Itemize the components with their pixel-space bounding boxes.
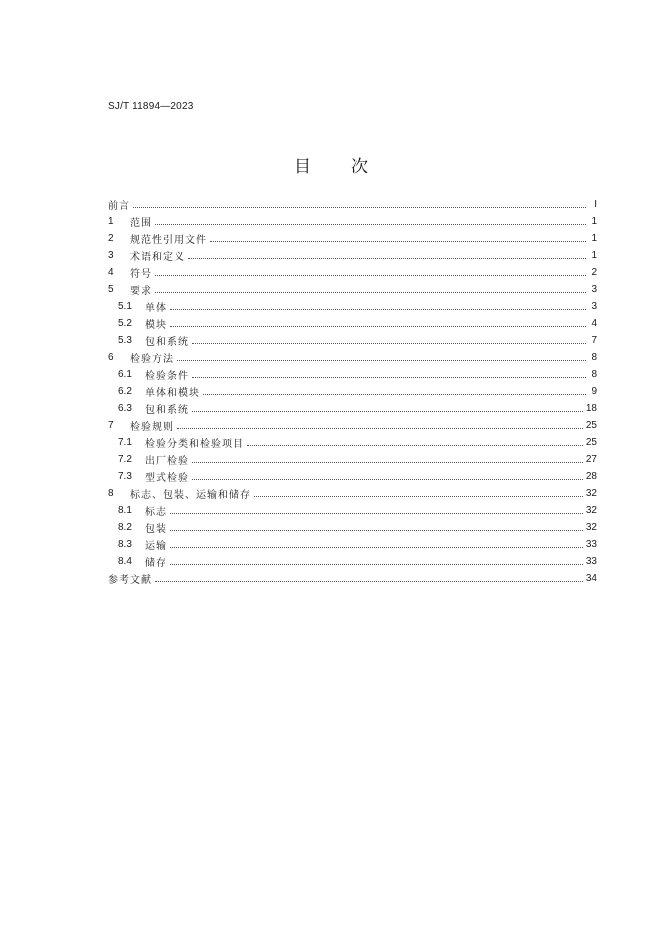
toc-dot-leader — [192, 343, 586, 344]
toc-entry-number: 1 — [108, 216, 114, 227]
toc-entry-page: I — [594, 199, 597, 210]
toc-entry-page: 7 — [591, 335, 597, 346]
toc-entry-label: 前言 — [108, 201, 130, 212]
toc-entry-page: 33 — [585, 539, 597, 550]
toc-entry-label: 单体和模块 — [145, 388, 200, 399]
toc-entry-label: 术语和定义 — [130, 252, 185, 263]
toc-dot-leader — [192, 377, 586, 378]
toc-entry[interactable] — [118, 451, 597, 468]
toc-entry-number: 5 — [108, 284, 114, 295]
toc-dot-leader — [155, 581, 583, 582]
toc-entry-page: 8 — [591, 369, 597, 380]
toc-entry-label: 符号 — [130, 269, 152, 280]
toc-entry[interactable] — [118, 519, 597, 536]
toc-dot-leader — [247, 445, 583, 446]
toc-entry[interactable] — [108, 281, 597, 298]
toc-entry-page: 33 — [585, 556, 597, 567]
standard-code: SJ/T 11894—2023 — [108, 101, 194, 112]
toc-dot-leader — [155, 224, 586, 225]
toc-entry[interactable] — [118, 383, 597, 400]
toc-entry-page: 34 — [585, 573, 597, 584]
toc-entry-number: 7 — [108, 420, 114, 431]
toc-entry[interactable] — [108, 349, 597, 366]
toc-dot-leader — [192, 411, 583, 412]
toc-entry-number: 8.3 — [118, 539, 132, 550]
toc-entry[interactable] — [118, 468, 597, 485]
toc-dot-leader — [155, 292, 586, 293]
toc-dot-leader — [170, 547, 583, 548]
toc-entry[interactable] — [108, 417, 597, 434]
toc-entry-number: 6.2 — [118, 386, 132, 397]
toc-entry-label: 出厂检验 — [145, 456, 189, 467]
toc-entry-page: 8 — [591, 352, 597, 363]
toc-entry-label: 范围 — [130, 218, 152, 229]
toc-entry-number: 6 — [108, 352, 114, 363]
toc-entry-page: 28 — [585, 471, 597, 482]
toc-entry-page: 4 — [591, 318, 597, 329]
toc-dot-leader — [177, 360, 586, 361]
toc-entry-page: 1 — [591, 233, 597, 244]
toc-dot-leader — [170, 309, 586, 310]
toc-entry-page: 32 — [585, 522, 597, 533]
toc-entry[interactable] — [108, 213, 597, 230]
toc-entry[interactable] — [108, 196, 597, 213]
toc-dot-leader — [177, 428, 583, 429]
toc-dot-leader — [170, 326, 586, 327]
toc-entry-label: 包和系统 — [145, 337, 189, 348]
toc-entry-page: 1 — [591, 216, 597, 227]
toc-dot-leader — [254, 496, 583, 497]
toc-entry[interactable] — [108, 230, 597, 247]
toc-entry-number: 8.1 — [118, 505, 132, 516]
toc-entry-label: 单体 — [145, 303, 167, 314]
toc-entry-label: 标志 — [145, 507, 167, 518]
toc-entry-label: 标志、包装、运输和储存 — [130, 490, 251, 501]
toc-dot-leader — [192, 479, 583, 480]
toc-entry-page: 27 — [585, 454, 597, 465]
toc-entry-number: 6.1 — [118, 369, 132, 380]
toc-entry-number: 8.2 — [118, 522, 132, 533]
toc-dot-leader — [188, 258, 586, 259]
toc-dot-leader — [155, 275, 586, 276]
toc-entry[interactable] — [118, 434, 597, 451]
toc-entry[interactable] — [118, 553, 597, 570]
toc-entry[interactable] — [108, 247, 597, 264]
toc-entry-label: 包和系统 — [145, 405, 189, 416]
toc-entry-number: 7.3 — [118, 471, 132, 482]
toc-entry-page: 1 — [591, 250, 597, 261]
toc-entry-page: 32 — [585, 505, 597, 516]
toc-entry-label: 包装 — [145, 524, 167, 535]
toc-entry-number: 6.3 — [118, 403, 132, 414]
toc-entry-number: 5.2 — [118, 318, 132, 329]
toc-entry[interactable] — [118, 315, 597, 332]
toc-title-char-1: 目 — [294, 157, 311, 177]
toc-entry-page: 9 — [591, 386, 597, 397]
toc-entry-label: 参考文献 — [108, 575, 152, 586]
toc-entry[interactable] — [108, 570, 597, 587]
toc-entry[interactable] — [118, 332, 597, 349]
toc-dot-leader — [170, 513, 583, 514]
toc-entry-number: 8.4 — [118, 556, 132, 567]
toc-entry-label: 规范性引用文件 — [130, 235, 207, 246]
toc-dot-leader — [210, 241, 586, 242]
toc-entry-label: 运输 — [145, 541, 167, 552]
toc-entry[interactable] — [118, 502, 597, 519]
toc-entry-label: 要求 — [130, 286, 152, 297]
toc-dot-leader — [203, 394, 586, 395]
toc-entry-number: 8 — [108, 488, 114, 499]
toc-entry-label: 检验分类和检验项目 — [145, 439, 244, 450]
toc-entry-label: 型式检验 — [145, 473, 189, 484]
toc-entry-number: 7.1 — [118, 437, 132, 448]
toc-entry[interactable] — [118, 298, 597, 315]
toc-entry-page: 3 — [591, 301, 597, 312]
toc-entry-number: 2 — [108, 233, 114, 244]
toc-entry-page: 3 — [591, 284, 597, 295]
toc-entry-label: 检验条件 — [145, 371, 189, 382]
toc-entry[interactable] — [118, 366, 597, 383]
toc-dot-leader — [133, 207, 586, 208]
toc-dot-leader — [170, 530, 583, 531]
toc-dot-leader — [170, 564, 583, 565]
toc-entry-page: 2 — [591, 267, 597, 278]
toc-title — [0, 152, 662, 177]
toc-entry-page: 25 — [585, 420, 597, 431]
toc-entry-number: 7.2 — [118, 454, 132, 465]
toc-entry-number: 5.3 — [118, 335, 132, 346]
toc-entry-page: 32 — [585, 488, 597, 499]
toc-entry-number: 3 — [108, 250, 114, 261]
toc-entry-number: 5.1 — [118, 301, 132, 312]
toc-entry[interactable] — [108, 485, 597, 502]
toc-entry[interactable] — [108, 264, 597, 281]
toc-entry-page: 25 — [585, 437, 597, 448]
toc-entry-label: 检验规则 — [130, 422, 174, 433]
toc-title-char-2: 次 — [351, 157, 368, 177]
toc-entry-label: 模块 — [145, 320, 167, 331]
toc-entry-page: 18 — [585, 403, 597, 414]
toc-entry-number: 4 — [108, 267, 114, 278]
toc-entry-label: 检验方法 — [130, 354, 174, 365]
toc-dot-leader — [192, 462, 583, 463]
toc-entry[interactable] — [118, 400, 597, 417]
toc-entry-label: 储存 — [145, 558, 167, 569]
toc-entry[interactable] — [118, 536, 597, 553]
